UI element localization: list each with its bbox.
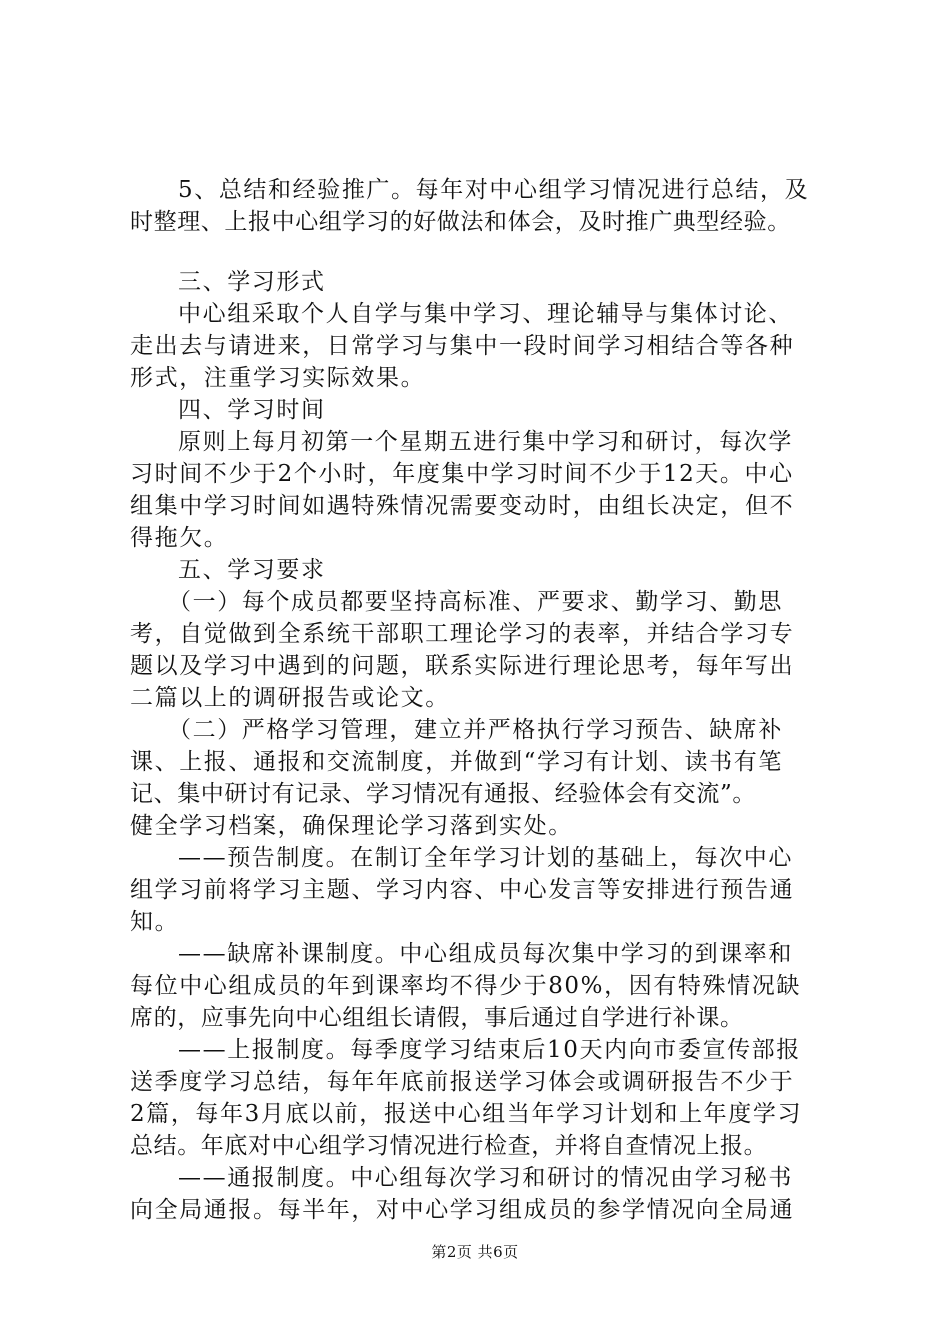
paragraph-line: 送季度学习总结，每年年底前报送学习体会或调研报告不少于: [130, 1069, 795, 1095]
paragraph-line: 健全学习档案，确保理论学习落到实处。: [130, 813, 573, 839]
paragraph-line: 考，自觉做到全系统干部职工理论学习的表率，并结合学习专: [130, 621, 795, 647]
section-heading: 五、学习要求: [178, 557, 326, 583]
paragraph-line: （二）严格学习管理，建立并严格执行学习预告、缺席补: [168, 717, 783, 743]
paragraph-line: 每位中心组成员的年到课率均不得少于80%，因有特殊情况缺: [130, 973, 801, 999]
paragraph-line: 走出去与请进来，日常学习与集中一段时间学习相结合等各种: [130, 333, 795, 359]
paragraph-line: 2篇，每年3月底以前，报送中心组当年学习计划和上年度学习: [130, 1101, 803, 1127]
page-number-footer: 第2页 共6页: [431, 1243, 519, 1261]
paragraph-line: ——缺席补课制度。中心组成员每次集中学习的到课率和: [178, 941, 793, 967]
paragraph-line: 知。: [130, 909, 180, 935]
paragraph-line: 形式，注重学习实际效果。: [130, 365, 426, 391]
paragraph-line: 组集中学习时间如遇特殊情况需要变动时，由组长决定，但不: [130, 493, 795, 519]
paragraph-line: 得拖欠。: [130, 525, 229, 551]
paragraph-line: 向全局通报。每半年，对中心学习组成员的参学情况向全局通: [130, 1197, 795, 1223]
paragraph-line: （一）每个成员都要坚持高标准、严要求、勤学习、勤思: [168, 589, 783, 615]
paragraph-line: 时整理、上报中心组学习的好做法和体会，及时推广典型经验。: [130, 209, 791, 235]
paragraph-line: 原则上每月初第一个星期五进行集中学习和研讨，每次学: [178, 429, 793, 455]
paragraph-line: 课、上报、通报和交流制度，并做到“学习有计划、读书有笔: [130, 749, 783, 775]
section-heading: 四、学习时间: [178, 397, 326, 423]
paragraph-line: 总结。年底对中心组学习情况进行检查，并将自查情况上报。: [130, 1133, 768, 1159]
paragraph-line: 题以及学习中遇到的问题，联系实际进行理论思考，每年写出: [130, 653, 795, 679]
paragraph-line: 中心组采取个人自学与集中学习、理论辅导与集体讨论、: [178, 301, 793, 327]
paragraph-line: 组学习前将学习主题、学习内容、中心发言等安排进行预告通: [130, 877, 795, 903]
paragraph-line: 记、集中研讨有记录、学习情况有通报、经验体会有交流”。: [130, 781, 756, 807]
paragraph-line: ——上报制度。每季度学习结束后10天内向市委宣传部报: [178, 1037, 801, 1063]
paragraph-line: 习时间不少于2个小时，年度集中学习时间不少于12天。中心: [130, 461, 794, 487]
section-heading: 三、学习形式: [178, 269, 326, 295]
paragraph-line: 二篇以上的调研报告或论文。: [130, 685, 450, 711]
paragraph-line: 5、总结和经验推广。每年对中心组学习情况进行总结，及: [178, 177, 810, 203]
paragraph-line: ——预告制度。在制订全年学习计划的基础上，每次中心: [178, 845, 793, 871]
paragraph-line: 席的，应事先向中心组组长请假，事后通过自学进行补课。: [130, 1005, 744, 1031]
paragraph-line: ——通报制度。中心组每次学习和研讨的情况由学习秘书: [178, 1165, 793, 1191]
